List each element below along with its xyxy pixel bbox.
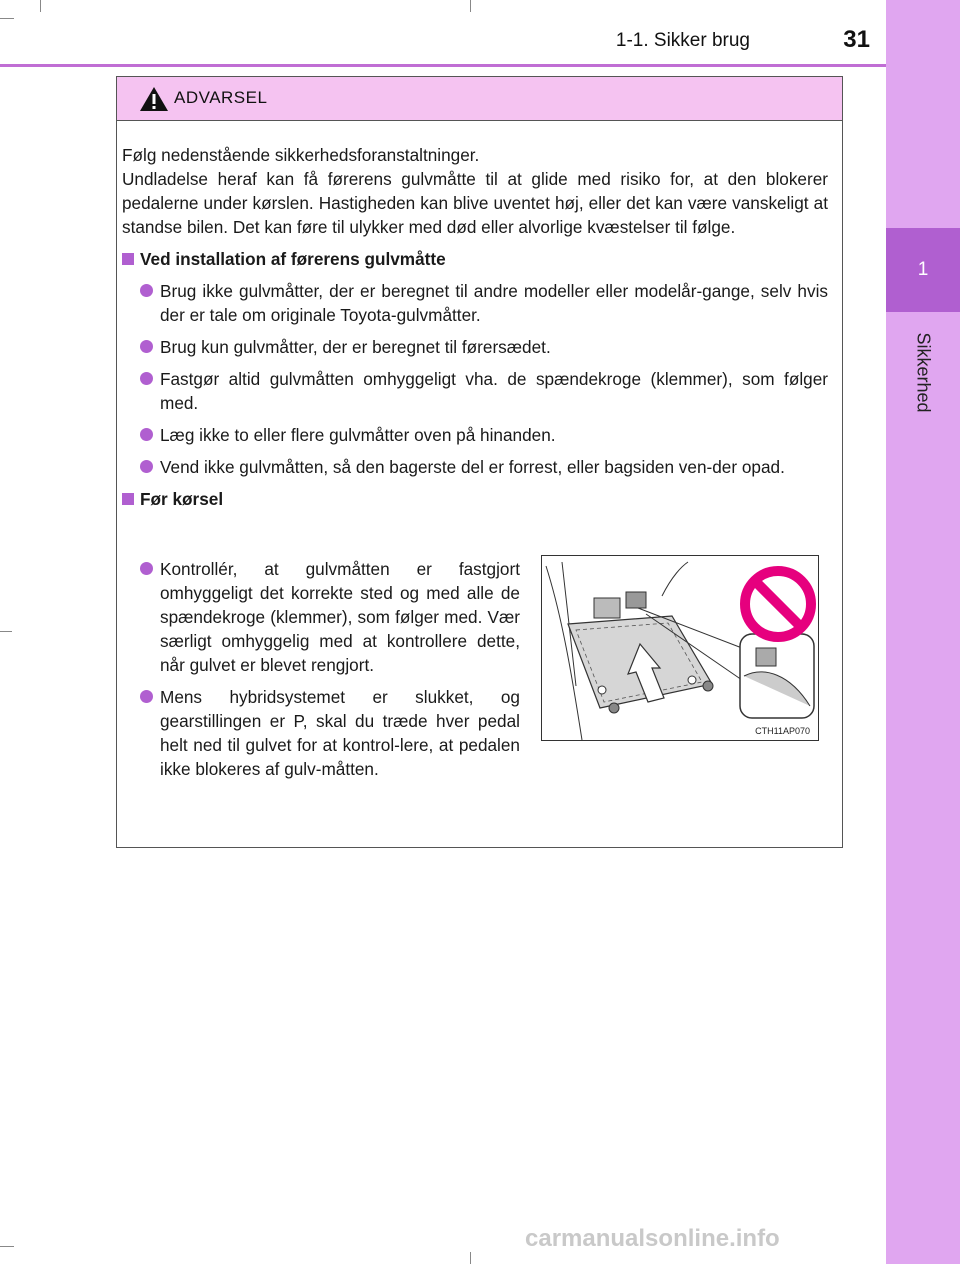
figure-caption: CTH11AP070 xyxy=(755,726,810,736)
square-bullet-icon xyxy=(122,253,134,265)
section-title: 1-1. Sikker brug xyxy=(615,30,750,51)
floor-mat-drawing xyxy=(542,556,818,740)
crop-mark xyxy=(470,1252,471,1264)
crop-mark xyxy=(0,1246,14,1247)
warning-body: Undladelse heraf kan få førerens gulvmåtte til at glide med risiko for, at den blokerer pedalerne under kørslen. Hastigheden kan blive uventet høj, eller det kan være vanskeligt at standse bilen. Det kan føre til ulykker med død eller alvorlige kvæstelser til følge. xyxy=(122,169,828,237)
crop-mark xyxy=(0,631,12,632)
list-item-text: Mens hybridsystemet er slukket, og gearstillingen er P, skal du træde hver pedal helt ned til gulvet for at kontrol-lere, at pedalen ikke blokeres af gulv-måtten. xyxy=(160,687,520,779)
crop-mark xyxy=(470,0,471,12)
watermark: carmanualsonline.info xyxy=(525,1225,780,1252)
chapter-number: 1 xyxy=(886,228,960,312)
warning-triangle-icon xyxy=(139,86,169,112)
bullet-dot-icon xyxy=(140,428,153,441)
bullet-dot-icon xyxy=(140,460,153,473)
list-item xyxy=(122,367,828,415)
list-item-text: Kontrollér, at gulvmåtten er fastgjort omhyggeligt det korrekte sted og med alle de spændekroge (klemmer), som følger med. Vær særligt omhyggelig med at kontrollere dette, når gulvet er blevet rengjort. xyxy=(160,559,520,675)
list-item xyxy=(122,685,520,781)
bullet-dot-icon xyxy=(140,340,153,353)
list-item-text: Fastgør altid gulvmåtten omhyggeligt vha. de spændekroge (klemmer), som følger med. xyxy=(160,369,828,413)
before-driving-list xyxy=(122,557,520,781)
section-heading-installation xyxy=(122,247,828,271)
list-item xyxy=(122,335,828,359)
page-number: 31 xyxy=(843,26,870,53)
prohibition-icon xyxy=(745,571,811,637)
chapter-label-container xyxy=(888,322,958,422)
bullet-dot-icon xyxy=(140,562,153,575)
list-item-text: Læg ikke to eller flere gulvmåtter oven på hinanden. xyxy=(160,425,556,445)
crop-mark xyxy=(0,18,14,19)
warning-intro: Følg nedenstående sikkerhedsforanstaltninger. xyxy=(122,145,480,165)
list-item-text: Vend ikke gulvmåtten, så den bagerste del er forrest, eller bagsiden ven-der opad. xyxy=(160,457,785,477)
square-bullet-icon xyxy=(122,493,134,505)
warning-content xyxy=(122,143,828,511)
side-tab xyxy=(886,0,960,1264)
section-heading-before-driving xyxy=(122,487,828,511)
crop-mark xyxy=(40,0,41,12)
bullet-dot-icon xyxy=(140,690,153,703)
bullet-dot-icon xyxy=(140,284,153,297)
warning-header xyxy=(117,77,842,121)
list-item xyxy=(122,557,520,677)
list-item xyxy=(122,423,828,447)
list-item xyxy=(122,279,828,327)
list-item-text: Brug kun gulvmåtter, der er beregnet til førersædet. xyxy=(160,337,551,357)
floor-mat-illustration xyxy=(541,555,819,741)
header-rule xyxy=(0,64,886,67)
chapter-label: Sikkerhed xyxy=(913,331,934,413)
section-heading-text: Før kørsel xyxy=(140,489,224,509)
section-heading-text: Ved installation af førerens gulvmåtte xyxy=(140,249,446,269)
list-item-text: Brug ikke gulvmåtter, der er beregnet til andre modeller eller modelår-gange, selv hvis der er tale om originale Toyota-gulvmåtter. xyxy=(160,281,828,325)
warning-title: ADVARSEL xyxy=(174,88,268,107)
list-item xyxy=(122,455,828,479)
bullet-dot-icon xyxy=(140,372,153,385)
